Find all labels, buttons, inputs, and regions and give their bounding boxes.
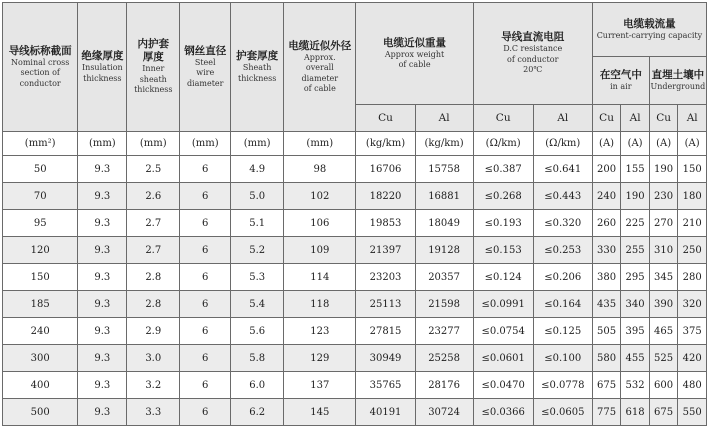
unit-cell: (mm) <box>180 132 231 156</box>
table-cell: 675 <box>592 372 621 399</box>
table-row <box>3 291 707 318</box>
table-cell: 775 <box>592 399 621 426</box>
table-row <box>3 156 707 183</box>
table-cell: 3.0 <box>127 345 180 372</box>
table-cell: 3.3 <box>127 399 180 426</box>
table-cell: 618 <box>621 399 650 426</box>
table-cell: 380 <box>592 264 621 291</box>
unit-cell: (A) <box>649 132 678 156</box>
table-cell: 270 <box>649 210 678 237</box>
table-cell: 106 <box>284 210 356 237</box>
table-row <box>3 183 707 210</box>
table-cell: 6 <box>180 237 231 264</box>
table-cell: 35765 <box>356 372 415 399</box>
table-cell: 129 <box>284 345 356 372</box>
header-outer-diameter: 电缆近似外径 Approx. overall diameter of cable <box>284 3 356 132</box>
table-cell: 532 <box>621 372 650 399</box>
table-cell: 3.2 <box>127 372 180 399</box>
table-cell: 9.3 <box>78 399 127 426</box>
table-cell: 70 <box>3 183 78 210</box>
table-cell: 5.3 <box>231 264 284 291</box>
header-in-air: 在空气中 in air <box>592 57 649 105</box>
table-row <box>3 318 707 345</box>
table-cell: 525 <box>649 345 678 372</box>
table-cell: ≤0.125 <box>533 318 592 345</box>
table-cell: ≤0.193 <box>473 210 533 237</box>
table-cell: 9.3 <box>78 318 127 345</box>
units-row <box>3 132 707 156</box>
table-cell: 300 <box>3 345 78 372</box>
table-cell: 255 <box>621 237 650 264</box>
table-cell: 230 <box>649 183 678 210</box>
table-cell: 260 <box>592 210 621 237</box>
header-resistance: 导线直流电阻 D.C resistance of conductor 20℃ <box>473 3 592 105</box>
table-cell: 9.3 <box>78 156 127 183</box>
table-cell: 109 <box>284 237 356 264</box>
table-cell: 4.9 <box>231 156 284 183</box>
table-cell: 114 <box>284 264 356 291</box>
table-cell: 6 <box>180 318 231 345</box>
unit-cell: (A) <box>592 132 621 156</box>
table-cell: ≤0.268 <box>473 183 533 210</box>
table-cell: ≤0.0366 <box>473 399 533 426</box>
table-cell: 180 <box>678 183 707 210</box>
header-sheath: 护套厚度 Sheath thickness <box>231 3 284 132</box>
table-cell: 98 <box>284 156 356 183</box>
table-cell: 102 <box>284 183 356 210</box>
table-cell: 23203 <box>356 264 415 291</box>
table-row <box>3 237 707 264</box>
table-cell: 2.7 <box>127 237 180 264</box>
unit-cell: (mm²) <box>3 132 78 156</box>
unit-cell: (Ω/km) <box>473 132 533 156</box>
table-cell: 21598 <box>415 291 473 318</box>
table-cell: 5.4 <box>231 291 284 318</box>
table-cell: 5.2 <box>231 237 284 264</box>
header-underground-cu: Cu <box>649 105 678 132</box>
table-cell: ≤0.206 <box>533 264 592 291</box>
table-cell: 225 <box>621 210 650 237</box>
table-cell: ≤0.153 <box>473 237 533 264</box>
table-cell: 137 <box>284 372 356 399</box>
table-row <box>3 399 707 426</box>
table-cell: 6.0 <box>231 372 284 399</box>
table-cell: 375 <box>678 318 707 345</box>
table-cell: ≤0.124 <box>473 264 533 291</box>
unit-cell: (mm) <box>127 132 180 156</box>
table-cell: 9.3 <box>78 237 127 264</box>
table-cell: ≤0.0778 <box>533 372 592 399</box>
table-row <box>3 372 707 399</box>
table-cell: 9.3 <box>78 372 127 399</box>
table-cell: 19128 <box>415 237 473 264</box>
table-cell: 27815 <box>356 318 415 345</box>
table-cell: 2.5 <box>127 156 180 183</box>
cable-spec-table <box>2 2 707 426</box>
table-cell: 580 <box>592 345 621 372</box>
unit-cell: (A) <box>621 132 650 156</box>
table-cell: ≤0.387 <box>473 156 533 183</box>
header-weight-cu: Cu <box>356 105 415 132</box>
table-cell: 6 <box>180 264 231 291</box>
table-cell: 18049 <box>415 210 473 237</box>
table-cell: ≤0.320 <box>533 210 592 237</box>
table-cell: 5.8 <box>231 345 284 372</box>
table-cell: 16881 <box>415 183 473 210</box>
table-cell: 150 <box>3 264 78 291</box>
table-cell: 500 <box>3 399 78 426</box>
table-cell: 40191 <box>356 399 415 426</box>
table-cell: 240 <box>3 318 78 345</box>
table-cell: ≤0.641 <box>533 156 592 183</box>
table-cell: 200 <box>592 156 621 183</box>
unit-cell: (A) <box>678 132 707 156</box>
table-cell: 465 <box>649 318 678 345</box>
table-cell: ≤0.443 <box>533 183 592 210</box>
header-section: 导线标称截面 Nominal cross section of conductor <box>3 3 78 132</box>
table-cell: 190 <box>649 156 678 183</box>
table-cell: 6.2 <box>231 399 284 426</box>
unit-cell: (mm) <box>231 132 284 156</box>
table-cell: 320 <box>678 291 707 318</box>
table-cell: 155 <box>621 156 650 183</box>
table-cell: 190 <box>621 183 650 210</box>
table-cell: 20357 <box>415 264 473 291</box>
table-cell: 2.9 <box>127 318 180 345</box>
table-cell: 9.3 <box>78 264 127 291</box>
header-resistance-cu: Cu <box>473 105 533 132</box>
table-cell: ≤0.100 <box>533 345 592 372</box>
table-cell: 23277 <box>415 318 473 345</box>
table-cell: 345 <box>649 264 678 291</box>
header-inner-sheath: 内护套 厚度 Inner sheath thickness <box>127 3 180 132</box>
table-cell: ≤0.0470 <box>473 372 533 399</box>
header-resistance-al: Al <box>533 105 592 132</box>
table-cell: 2.8 <box>127 264 180 291</box>
table-cell: 210 <box>678 210 707 237</box>
table-cell: 18220 <box>356 183 415 210</box>
header-underground: 直埋土壤中 Underground <box>649 57 706 105</box>
table-cell: ≤0.164 <box>533 291 592 318</box>
unit-cell: (mm) <box>78 132 127 156</box>
header-weight: 电缆近似重量 Approx weight of cable <box>356 3 473 105</box>
unit-cell: (Ω/km) <box>533 132 592 156</box>
table-cell: 6 <box>180 291 231 318</box>
table-cell: 295 <box>621 264 650 291</box>
table-row <box>3 210 707 237</box>
table-cell: ≤0.253 <box>533 237 592 264</box>
table-cell: 330 <box>592 237 621 264</box>
header-air-cu: Cu <box>592 105 621 132</box>
table-cell: 250 <box>678 237 707 264</box>
table-cell: 6 <box>180 372 231 399</box>
table-cell: 145 <box>284 399 356 426</box>
table-cell: 340 <box>621 291 650 318</box>
table-row <box>3 345 707 372</box>
table-cell: 120 <box>3 237 78 264</box>
table-cell: 95 <box>3 210 78 237</box>
table-cell: 50 <box>3 156 78 183</box>
unit-cell: (kg/km) <box>415 132 473 156</box>
table-cell: 9.3 <box>78 345 127 372</box>
header-underground-al: Al <box>678 105 707 132</box>
header-insulation: 绝缘厚度 Insulation thickness <box>78 3 127 132</box>
table-cell: 2.8 <box>127 291 180 318</box>
table-cell: 9.3 <box>78 183 127 210</box>
table-cell: 240 <box>592 183 621 210</box>
table-cell: ≤0.0605 <box>533 399 592 426</box>
table-body <box>3 132 707 426</box>
table-cell: 30724 <box>415 399 473 426</box>
table-cell: 395 <box>621 318 650 345</box>
table-cell: 6 <box>180 399 231 426</box>
table-cell: 185 <box>3 291 78 318</box>
table-cell: ≤0.0754 <box>473 318 533 345</box>
header-current: 电缆载流量 Current-carrying capacity <box>592 3 706 57</box>
table-cell: 21397 <box>356 237 415 264</box>
table-row <box>3 264 707 291</box>
table-cell: 30949 <box>356 345 415 372</box>
table-cell: 2.7 <box>127 210 180 237</box>
table-cell: 9.3 <box>78 291 127 318</box>
table-cell: 19853 <box>356 210 415 237</box>
table-cell: ≤0.0991 <box>473 291 533 318</box>
header-weight-al: Al <box>415 105 473 132</box>
table-cell: 400 <box>3 372 78 399</box>
header-steel-wire: 钢丝直径 Steel wire diameter <box>180 3 231 132</box>
table-cell: 28176 <box>415 372 473 399</box>
table-cell: 675 <box>649 399 678 426</box>
table-cell: 6 <box>180 210 231 237</box>
unit-cell: (kg/km) <box>356 132 415 156</box>
table-cell: 5.6 <box>231 318 284 345</box>
table-cell: 25113 <box>356 291 415 318</box>
table-cell: 310 <box>649 237 678 264</box>
table-cell: 505 <box>592 318 621 345</box>
table-cell: ≤0.0601 <box>473 345 533 372</box>
table-cell: 6 <box>180 345 231 372</box>
table-cell: 390 <box>649 291 678 318</box>
header-air-al: Al <box>621 105 650 132</box>
table-cell: 280 <box>678 264 707 291</box>
table-cell: 435 <box>592 291 621 318</box>
table-cell: 5.1 <box>231 210 284 237</box>
table-cell: 600 <box>649 372 678 399</box>
table-cell: 9.3 <box>78 210 127 237</box>
table-cell: 6 <box>180 156 231 183</box>
table-cell: 123 <box>284 318 356 345</box>
table-cell: 420 <box>678 345 707 372</box>
table-cell: 118 <box>284 291 356 318</box>
table-cell: 150 <box>678 156 707 183</box>
cable-spec-sheet <box>2 2 707 434</box>
table-cell: 6 <box>180 183 231 210</box>
table-cell: 25258 <box>415 345 473 372</box>
table-cell: 550 <box>678 399 707 426</box>
table-cell: 2.6 <box>127 183 180 210</box>
unit-cell: (mm) <box>284 132 356 156</box>
table-cell: 15758 <box>415 156 473 183</box>
table-cell: 16706 <box>356 156 415 183</box>
table-cell: 455 <box>621 345 650 372</box>
table-cell: 5.0 <box>231 183 284 210</box>
table-cell: 480 <box>678 372 707 399</box>
